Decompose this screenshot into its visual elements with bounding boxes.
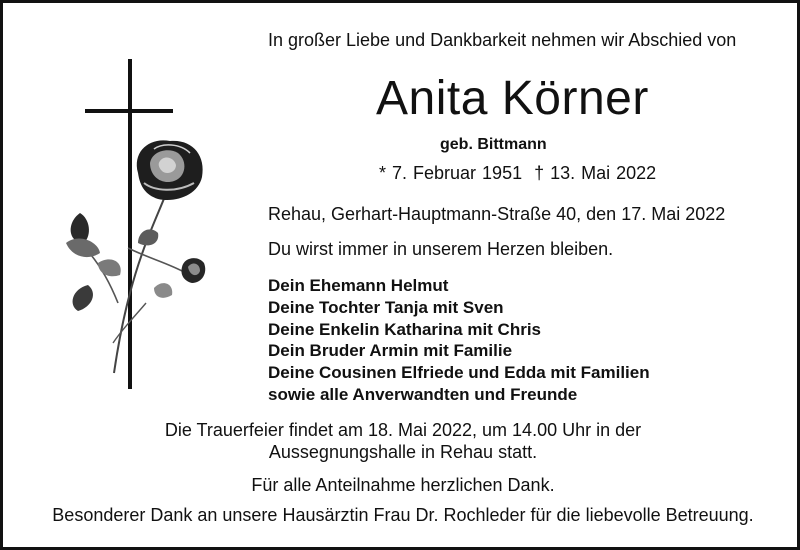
mourners-list <box>268 275 650 406</box>
mourner-item: sowie alle Anverwandten und Freunde <box>268 384 578 404</box>
intro-text: In großer Liebe und Dankbarkeit nehmen wir Abschied von <box>268 30 737 50</box>
cross-with-rose-icon <box>58 53 228 393</box>
mourner-item: Deine Cousinen Elfriede und Edda mit Familien <box>268 363 650 383</box>
special-thanks-text: Besonderer Dank an unsere Hausärztin Frau Dr. Rochleder für die liebevolle Betreuung. <box>52 505 754 525</box>
motto-text: Du wirst immer in unserem Herzen bleiben. <box>268 239 614 259</box>
mourner-item: Dein Ehemann Helmut <box>268 276 449 295</box>
maiden-name: geb. Bittmann <box>440 136 547 153</box>
place-and-date: Rehau, Gerhart-Hauptmann-Straße 40, den 17. Mai 2022 <box>268 204 726 224</box>
service-info-line-2: Aussegnungshalle in Rehau statt. <box>268 442 538 462</box>
service-info-line-1: Die Trauerfeier findet am 18. Mai 2022, um 14.00 Uhr in der <box>164 420 642 440</box>
life-dates <box>379 163 656 184</box>
deceased-name: Anita Körner <box>376 72 649 125</box>
death-date: † 13. Mai 2022 <box>534 163 657 183</box>
thanks-text: Für alle Anteilnahme herzlichen Dank. <box>251 475 555 495</box>
mourner-item: Dein Bruder Armin mit Familie <box>268 341 513 361</box>
birth-date: * 7. Februar 1951 <box>379 163 523 183</box>
mourner-item: Deine Tochter Tanja mit Sven <box>268 297 504 317</box>
mourner-item: Deine Enkelin Katharina mit Chris <box>268 319 542 339</box>
